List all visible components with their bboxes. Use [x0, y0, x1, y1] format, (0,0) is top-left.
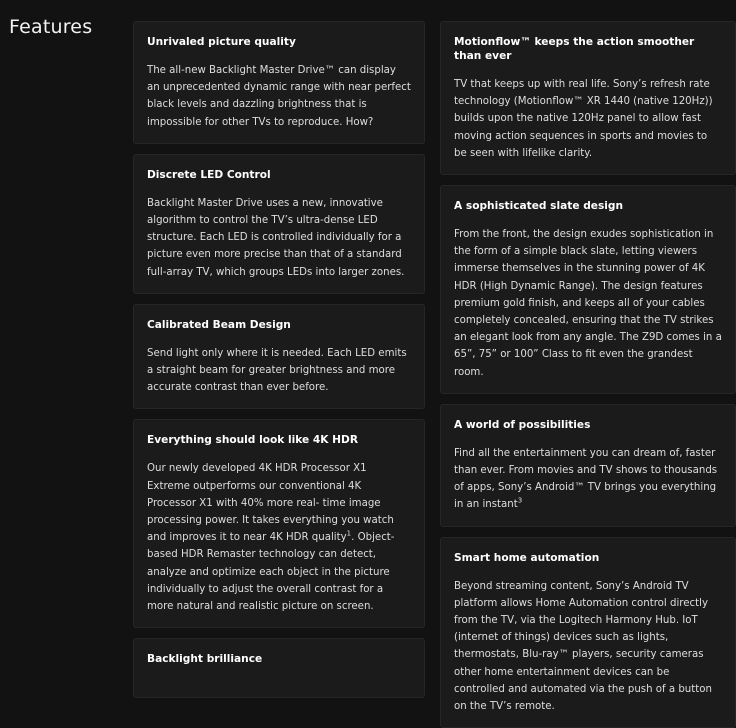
feature-description: [454, 445, 722, 514]
features-right-column: [440, 21, 736, 728]
feature-card-backlight-brilliance: [133, 638, 425, 698]
feature-title: Discrete LED Control: [147, 168, 271, 181]
feature-description: From the front, the design exudes sophistication in the form of a simple black slate, letting viewers immerse themselves in the stunning power of 4K HDR (High Dynamic Range). The design features premium gold finish, and keeps all of your cables completely concealed, ensuring that the TV strikes an elegant look from any angle. The Z9D comes in a 65”, 75” or 100” Class to fit even the grandest room.: [454, 229, 722, 378]
feature-description: Backlight Master Drive uses a new, innovative algorithm to control the TV’s ultra-dense LED structure. Each LED is controlled individually for a picture even more precise than that of a standard full-array TV, which groups LEDs into larger zones.: [147, 197, 405, 278]
feature-description: Send light only where it is needed. Each LED emits a straight beam for greater brightness and more accurate contrast than ever before.: [147, 347, 407, 394]
feature-card-picture-quality: [133, 21, 425, 144]
feature-title: Backlight brilliance: [147, 653, 263, 666]
features-left-column: [133, 21, 425, 698]
feature-card-4k-hdr: [133, 419, 425, 628]
section-title: Features: [9, 16, 93, 38]
feature-title: A world of possibilities: [454, 418, 591, 431]
feature-description: Beyond streaming content, Sony’s Android TV platform allows Home Automation control directly from the TV, via the Logitech Harmony Hub. IoT (internet of things) devices such as lights, thermostats, Blu-ray™ players, security cameras other home entertainment devices can be controlled and automated via the push of a button on the TV’s remote.: [454, 580, 712, 713]
feature-title: Motionflow™ keeps the action smoother than ever: [454, 36, 695, 62]
feature-card-slate-design: [440, 185, 736, 394]
feature-title: Everything should look like 4K HDR: [147, 434, 358, 447]
feature-description: TV that keeps up with real life. Sony’s refresh rate technology (Motionflow™ XR 1440 (native 120Hz)) builds upon the native 120Hz panel to allow fast moving action sequences in sports and movies to be seen with lifelike clarity.: [454, 79, 713, 159]
feature-description: [147, 460, 411, 615]
feature-description: The all-new Backlight Master Drive™ can display an unprecedented dynamic range with near perfect black levels and dazzling brightness that is impossible for other TVs to reproduce. How?: [147, 65, 411, 128]
footnote-marker[interactable]: 1: [346, 529, 352, 538]
feature-card-motionflow: [440, 21, 736, 175]
description-text: Find all the entertainment you can dream of, faster than ever. From movies and TV shows to thousands of apps, Sony’s Android™ TV brings you everything in an instant: [454, 447, 718, 511]
feature-card-smart-home: [440, 537, 736, 728]
description-text: Our newly developed 4K HDR Processor X1 Extreme outperforms our conventional 4K Processor X1 with 40% more real- time image processing power. It takes everything you watch and improves it to near 4K HDR quality: [147, 463, 394, 544]
feature-title: A sophisticated slate design: [454, 200, 624, 213]
feature-card-led-control: [133, 154, 425, 294]
description-text: . Object-based HDR Remaster technology can detect, analyze and optimize each object in the picture individually to adjust the overall contrast for a more natural and realistic picture on screen.: [147, 532, 395, 613]
feature-title: Smart home automation: [454, 551, 600, 564]
footnote-marker[interactable]: 3: [517, 497, 523, 506]
feature-card-possibilities: [440, 404, 736, 527]
feature-title: Calibrated Beam Design: [147, 318, 291, 331]
feature-title: Unrivaled picture quality: [147, 36, 296, 48]
feature-card-beam-design: [133, 304, 425, 410]
